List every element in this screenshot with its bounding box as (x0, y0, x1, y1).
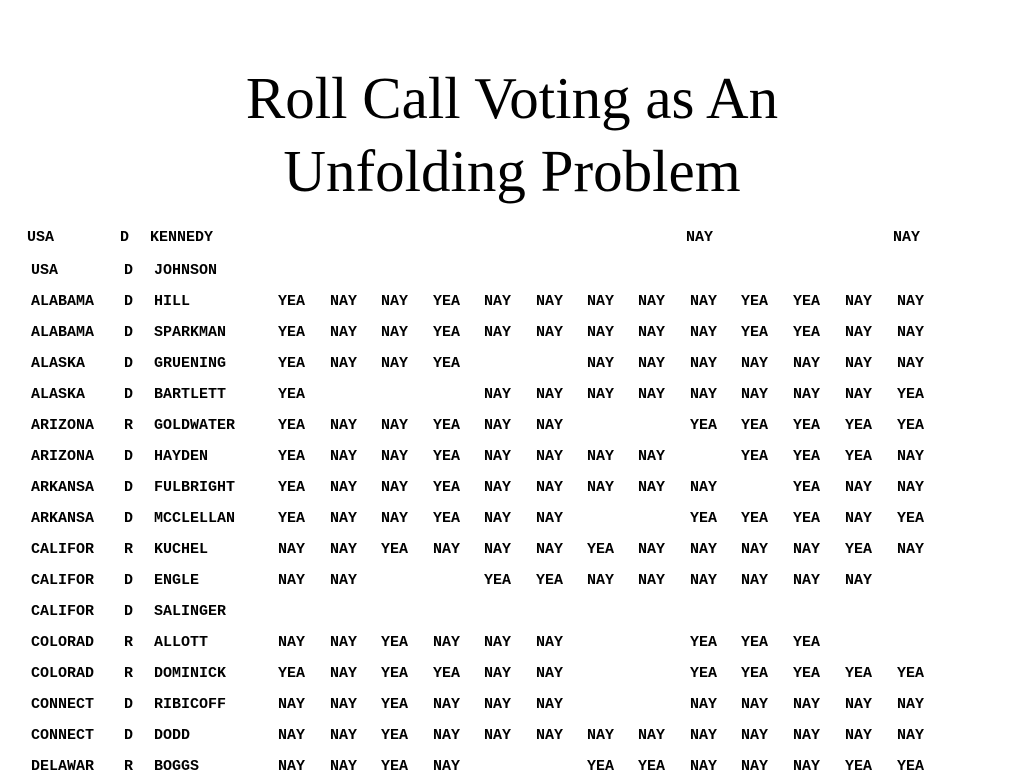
vote-cell: YEA (381, 696, 409, 713)
vote-cell: NAY (638, 386, 666, 403)
vote-cell: YEA (638, 758, 666, 775)
vote-cell: NAY (793, 541, 821, 558)
vote-cell: YEA (845, 448, 873, 465)
vote-cell: YEA (845, 665, 873, 682)
vote-cell: YEA (433, 665, 461, 682)
vote-cell: YEA (897, 758, 925, 775)
vote-cell: YEA (433, 293, 461, 310)
senator-name-cell: DOMINICK (154, 665, 227, 682)
vote-cell: YEA (278, 293, 306, 310)
vote-cell: NAY (638, 727, 666, 744)
party-cell: D (124, 355, 134, 372)
vote-cell: NAY (536, 448, 564, 465)
vote-cell: NAY (845, 479, 873, 496)
vote-cell: NAY (433, 696, 461, 713)
vote-cell: NAY (793, 758, 821, 775)
vote-cell: YEA (793, 448, 821, 465)
vote-cell: NAY (638, 479, 666, 496)
vote-cell: NAY (433, 541, 461, 558)
vote-cell: NAY (330, 479, 358, 496)
state-cell: CONNECT (31, 696, 95, 713)
vote-cell: NAY (536, 417, 564, 434)
vote-cell: NAY (330, 541, 358, 558)
party-cell: D (120, 229, 130, 246)
vote-cell: NAY (741, 727, 769, 744)
vote-cell: NAY (638, 541, 666, 558)
vote-cell: NAY (587, 479, 615, 496)
vote-cell: NAY (845, 727, 873, 744)
vote-cell: NAY (587, 572, 615, 589)
vote-cell: NAY (686, 229, 714, 246)
party-cell: R (124, 634, 134, 651)
vote-cell: YEA (381, 727, 409, 744)
party-cell: R (124, 758, 134, 775)
vote-cell: NAY (536, 386, 564, 403)
vote-cell: NAY (278, 572, 306, 589)
vote-cell: NAY (897, 541, 925, 558)
senator-name-cell: SPARKMAN (154, 324, 227, 341)
vote-cell: NAY (330, 572, 358, 589)
vote-cell: NAY (484, 510, 512, 527)
vote-cell: NAY (484, 665, 512, 682)
vote-cell: NAY (381, 324, 409, 341)
vote-cell: YEA (278, 386, 306, 403)
vote-cell: NAY (330, 665, 358, 682)
party-cell: D (124, 262, 134, 279)
vote-cell: NAY (845, 355, 873, 372)
party-cell: D (124, 572, 134, 589)
vote-cell: NAY (741, 572, 769, 589)
vote-cell: NAY (484, 634, 512, 651)
vote-cell: NAY (793, 696, 821, 713)
vote-cell: YEA (278, 665, 306, 682)
party-cell: D (124, 293, 134, 310)
vote-cell: YEA (381, 541, 409, 558)
vote-cell: NAY (587, 386, 615, 403)
senator-name-cell: SALINGER (154, 603, 227, 620)
vote-cell: YEA (793, 665, 821, 682)
vote-cell: NAY (638, 293, 666, 310)
vote-cell: NAY (793, 572, 821, 589)
vote-cell: NAY (536, 541, 564, 558)
party-cell: R (124, 541, 134, 558)
vote-cell: NAY (793, 355, 821, 372)
vote-cell: NAY (278, 727, 306, 744)
vote-cell: NAY (845, 696, 873, 713)
vote-cell: NAY (536, 324, 564, 341)
party-cell: D (124, 696, 134, 713)
vote-cell: NAY (897, 293, 925, 310)
vote-cell: NAY (381, 417, 409, 434)
vote-cell: YEA (845, 758, 873, 775)
vote-cell: NAY (433, 634, 461, 651)
vote-cell: NAY (381, 448, 409, 465)
vote-cell: NAY (845, 293, 873, 310)
vote-cell: NAY (587, 448, 615, 465)
state-cell: ARKANSA (31, 479, 95, 496)
vote-cell: YEA (278, 355, 306, 372)
vote-cell: NAY (690, 541, 718, 558)
vote-cell: NAY (690, 293, 718, 310)
senator-name-cell: BARTLETT (154, 386, 227, 403)
vote-cell: NAY (638, 324, 666, 341)
vote-cell: NAY (433, 758, 461, 775)
vote-cell: NAY (330, 727, 358, 744)
vote-cell: YEA (433, 510, 461, 527)
vote-cell: NAY (484, 727, 512, 744)
vote-cell: NAY (330, 355, 358, 372)
vote-cell: NAY (433, 727, 461, 744)
vote-cell: NAY (330, 510, 358, 527)
vote-cell: NAY (536, 696, 564, 713)
vote-cell: YEA (690, 510, 718, 527)
vote-cell: NAY (741, 541, 769, 558)
vote-cell: NAY (741, 355, 769, 372)
vote-cell: YEA (793, 510, 821, 527)
vote-cell: NAY (536, 293, 564, 310)
state-cell: CALIFOR (31, 541, 95, 558)
vote-cell: YEA (536, 572, 564, 589)
vote-cell: YEA (381, 758, 409, 775)
state-cell: COLORAD (31, 634, 95, 651)
vote-cell: NAY (845, 572, 873, 589)
senator-name-cell: JOHNSON (154, 262, 218, 279)
party-cell: D (124, 510, 134, 527)
vote-cell: NAY (638, 448, 666, 465)
vote-cell: YEA (381, 634, 409, 651)
vote-cell: NAY (897, 448, 925, 465)
vote-cell: NAY (278, 696, 306, 713)
vote-cell: NAY (741, 386, 769, 403)
vote-cell: NAY (690, 324, 718, 341)
vote-cell: YEA (278, 324, 306, 341)
vote-cell: YEA (741, 665, 769, 682)
slide-title-line-2: Unfolding Problem (283, 138, 741, 204)
state-cell: CONNECT (31, 727, 95, 744)
vote-cell: NAY (897, 355, 925, 372)
vote-cell: YEA (793, 479, 821, 496)
vote-cell: YEA (278, 417, 306, 434)
state-cell: USA (31, 262, 59, 279)
vote-cell: YEA (897, 417, 925, 434)
vote-cell: YEA (793, 417, 821, 434)
vote-cell: NAY (690, 572, 718, 589)
vote-cell: NAY (330, 758, 358, 775)
vote-cell: YEA (741, 324, 769, 341)
vote-cell: YEA (897, 665, 925, 682)
vote-cell: NAY (330, 634, 358, 651)
state-cell: ALASKA (31, 355, 86, 372)
vote-cell: NAY (845, 324, 873, 341)
state-cell: USA (27, 229, 55, 246)
state-cell: ARKANSA (31, 510, 95, 527)
vote-cell: YEA (897, 386, 925, 403)
senator-name-cell: GOLDWATER (154, 417, 236, 434)
vote-cell: YEA (793, 293, 821, 310)
vote-cell: YEA (587, 758, 615, 775)
vote-cell: YEA (741, 510, 769, 527)
vote-cell: YEA (278, 479, 306, 496)
vote-cell: YEA (381, 665, 409, 682)
vote-cell: NAY (587, 324, 615, 341)
state-cell: ALASKA (31, 386, 86, 403)
party-cell: R (124, 417, 134, 434)
vote-cell: YEA (845, 541, 873, 558)
vote-cell: NAY (793, 386, 821, 403)
vote-cell: NAY (536, 634, 564, 651)
vote-cell: NAY (484, 541, 512, 558)
senator-name-cell: BOGGS (154, 758, 200, 775)
vote-cell: NAY (484, 696, 512, 713)
vote-cell: NAY (690, 386, 718, 403)
vote-cell: YEA (741, 293, 769, 310)
senator-name-cell: KENNEDY (150, 229, 214, 246)
vote-cell: NAY (381, 293, 409, 310)
vote-cell: NAY (587, 727, 615, 744)
vote-cell: NAY (897, 479, 925, 496)
vote-cell: NAY (484, 324, 512, 341)
vote-cell: NAY (484, 479, 512, 496)
vote-cell: NAY (330, 696, 358, 713)
vote-cell: NAY (484, 417, 512, 434)
vote-cell: YEA (741, 448, 769, 465)
party-cell: D (124, 727, 134, 744)
state-cell: CALIFOR (31, 572, 95, 589)
vote-cell: NAY (484, 448, 512, 465)
vote-cell: YEA (690, 634, 718, 651)
vote-cell: NAY (330, 417, 358, 434)
senator-name-cell: ENGLE (154, 572, 200, 589)
vote-cell: YEA (484, 572, 512, 589)
senator-name-cell: RIBICOFF (154, 696, 227, 713)
vote-cell: YEA (690, 665, 718, 682)
vote-cell: NAY (893, 229, 921, 246)
party-cell: D (124, 603, 134, 620)
party-cell: D (124, 324, 134, 341)
state-cell: ALABAMA (31, 324, 95, 341)
vote-cell: NAY (278, 634, 306, 651)
vote-cell: NAY (381, 479, 409, 496)
vote-cell: YEA (845, 417, 873, 434)
state-cell: ALABAMA (31, 293, 95, 310)
vote-cell: NAY (278, 758, 306, 775)
vote-cell: YEA (587, 541, 615, 558)
vote-cell: YEA (793, 634, 821, 651)
state-cell: DELAWAR (31, 758, 95, 775)
vote-cell: NAY (278, 541, 306, 558)
vote-cell: NAY (897, 696, 925, 713)
senator-name-cell: FULBRIGHT (154, 479, 236, 496)
senator-name-cell: HILL (154, 293, 191, 310)
vote-cell: NAY (484, 386, 512, 403)
party-cell: D (124, 448, 134, 465)
vote-cell: NAY (793, 727, 821, 744)
vote-cell: YEA (793, 324, 821, 341)
state-cell: CALIFOR (31, 603, 95, 620)
vote-cell: NAY (536, 727, 564, 744)
senator-name-cell: KUCHEL (154, 541, 209, 558)
vote-cell: NAY (330, 324, 358, 341)
vote-cell: NAY (690, 727, 718, 744)
vote-cell: NAY (484, 293, 512, 310)
vote-cell: NAY (690, 355, 718, 372)
senator-name-cell: MCCLELLAN (154, 510, 236, 527)
vote-cell: NAY (381, 510, 409, 527)
vote-cell: YEA (433, 479, 461, 496)
party-cell: D (124, 479, 134, 496)
senator-name-cell: ALLOTT (154, 634, 209, 651)
senator-name-cell: HAYDEN (154, 448, 209, 465)
vote-cell: NAY (690, 696, 718, 713)
vote-cell: NAY (897, 727, 925, 744)
senator-name-cell: GRUENING (154, 355, 227, 372)
vote-cell: NAY (897, 324, 925, 341)
vote-cell: YEA (741, 634, 769, 651)
vote-cell: YEA (433, 448, 461, 465)
vote-cell: NAY (587, 293, 615, 310)
slide-title-line-1: Roll Call Voting as An (245, 65, 779, 131)
vote-cell: YEA (433, 324, 461, 341)
senator-name-cell: DODD (154, 727, 191, 744)
vote-cell: YEA (897, 510, 925, 527)
state-cell: ARIZONA (31, 448, 95, 465)
vote-cell: YEA (741, 417, 769, 434)
vote-cell: NAY (381, 355, 409, 372)
vote-cell: YEA (690, 417, 718, 434)
vote-cell: YEA (278, 448, 306, 465)
vote-cell: NAY (330, 448, 358, 465)
vote-cell: YEA (433, 417, 461, 434)
vote-cell: NAY (587, 355, 615, 372)
vote-cell: NAY (845, 510, 873, 527)
state-cell: ARIZONA (31, 417, 95, 434)
vote-cell: YEA (278, 510, 306, 527)
vote-cell: NAY (690, 479, 718, 496)
vote-cell: NAY (845, 386, 873, 403)
vote-cell: YEA (433, 355, 461, 372)
party-cell: R (124, 665, 134, 682)
vote-cell: NAY (638, 572, 666, 589)
vote-cell: NAY (536, 665, 564, 682)
vote-cell: NAY (330, 293, 358, 310)
vote-cell: NAY (690, 758, 718, 775)
vote-cell: NAY (536, 510, 564, 527)
state-cell: COLORAD (31, 665, 95, 682)
party-cell: D (124, 386, 134, 403)
vote-cell: NAY (638, 355, 666, 372)
vote-cell: NAY (741, 758, 769, 775)
vote-cell: NAY (536, 479, 564, 496)
vote-cell: NAY (741, 696, 769, 713)
